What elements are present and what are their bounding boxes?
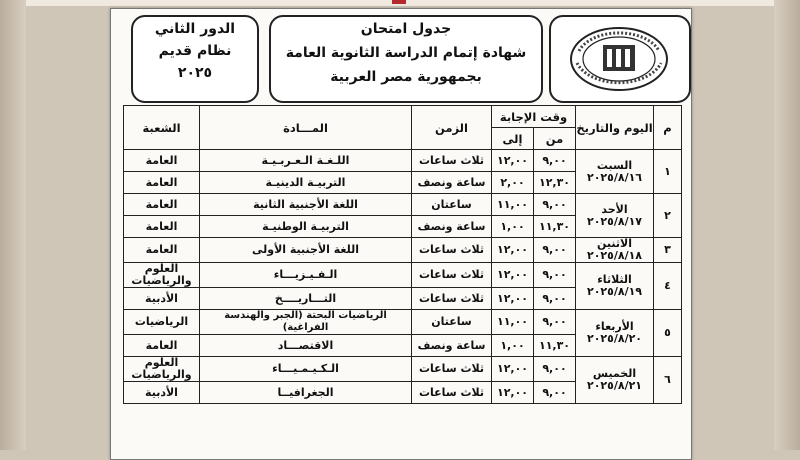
branch: الأدبية (124, 382, 200, 404)
subject: الـكـيـمـيـــاء (200, 357, 412, 382)
duration: ساعتان (412, 194, 492, 216)
day-name: الثلاثاء (597, 273, 632, 286)
ministry-logo-icon (565, 23, 673, 93)
time-from: ٩,٠٠ (534, 263, 576, 288)
subject: الجغرافيــا (200, 382, 412, 404)
top-strip (0, 0, 800, 6)
exam-schedule-document (110, 8, 692, 460)
time-from: ٩,٠٠ (534, 357, 576, 382)
day-date-cell (576, 150, 654, 194)
left-frame (0, 0, 26, 450)
day-name: الخميس (592, 367, 637, 380)
time-to: ١١,٠٠ (492, 310, 534, 335)
day-name: السبت (596, 158, 633, 172)
round-box (131, 15, 259, 103)
subject: اللـغـة الـعـربـيـة (200, 150, 412, 172)
day-num: ١ (654, 150, 682, 194)
table-row (124, 194, 682, 216)
header-subject: المـــادة (200, 106, 412, 150)
day-date-cell (576, 357, 654, 404)
branch: العلوم والرياضيات (124, 357, 200, 382)
time-to: ١٢,٠٠ (492, 150, 534, 172)
round-line-2: نظام قديم (158, 43, 232, 59)
time-from: ٩,٠٠ (534, 382, 576, 404)
time-to: ١٢,٠٠ (492, 382, 534, 404)
date: ٢٠٢٥/٨/١٦ (586, 170, 643, 184)
header-day-date: اليوم والتاريخ (576, 106, 654, 150)
day-date-cell (576, 238, 654, 263)
title-box (269, 15, 543, 103)
ministry-logo-box (549, 15, 691, 103)
duration: ثلاث ساعات (412, 382, 492, 404)
date: ٢٠٢٥/٨/١٨ (586, 249, 643, 262)
round-year: ٢٠٢٥ (177, 65, 213, 81)
duration: ساعة ونصف (412, 335, 492, 357)
table-row (124, 238, 682, 263)
day-name: الأربعاء (595, 320, 634, 333)
time-from: ١١,٣٠ (534, 216, 576, 238)
header-to: إلى (492, 128, 534, 150)
duration: ساعة ونصف (412, 172, 492, 194)
day-date-cell (576, 310, 654, 357)
branch: العامة (124, 238, 200, 263)
duration: ساعة ونصف (412, 216, 492, 238)
subject: التـــاريــــخ (200, 288, 412, 310)
header-branch: الشعبة (124, 106, 200, 150)
day-num: ٤ (654, 263, 682, 310)
day-num: ٣ (654, 238, 682, 263)
header-answer-time: وقت الإجابة (492, 106, 576, 128)
round-line-1: الدور الثاني (154, 21, 236, 37)
right-frame (774, 0, 800, 450)
time-to: ١٢,٠٠ (492, 357, 534, 382)
branch: العامة (124, 335, 200, 357)
day-date-cell (576, 194, 654, 238)
header-from: من (534, 128, 576, 150)
time-to: ١١,٠٠ (492, 194, 534, 216)
date: ٢٠٢٥/٨/٢٠ (586, 332, 643, 345)
day-date-cell (576, 263, 654, 310)
time-to: ١٢,٠٠ (492, 263, 534, 288)
day-name: الأحد (601, 202, 628, 216)
time-from: ٩,٠٠ (534, 150, 576, 172)
title-line-1: جدول امتحان (360, 21, 452, 37)
date: ٢٠٢٥/٨/٢١ (586, 379, 643, 392)
branch: العامة (124, 194, 200, 216)
time-to: ١٢,٠٠ (492, 238, 534, 263)
table-row (124, 357, 682, 382)
time-to: ١,٠٠ (492, 216, 534, 238)
subject: الـفـيـزيـــاء (200, 263, 412, 288)
day-num: ٦ (654, 357, 682, 404)
day-num: ٢ (654, 194, 682, 238)
subject: اللغة الأجنبية الثانية (200, 194, 412, 216)
day-num: ٥ (654, 310, 682, 357)
red-marker (392, 0, 406, 4)
branch: العلوم والرياضيات (124, 263, 200, 288)
branch: الأدبية (124, 288, 200, 310)
day-name: الاثنين (597, 237, 632, 250)
time-from: ٩,٠٠ (534, 194, 576, 216)
time-from: ٩,٠٠ (534, 310, 576, 335)
duration: ثلاث ساعات (412, 263, 492, 288)
header-num: م (654, 106, 682, 150)
schedule-table (123, 105, 682, 404)
time-from: ١٢,٣٠ (534, 172, 576, 194)
duration: ساعتان (412, 310, 492, 335)
duration: ثلاث ساعات (412, 288, 492, 310)
duration: ثلاث ساعات (412, 357, 492, 382)
subject: التربيـة الدينيـة (200, 172, 412, 194)
table-row (124, 263, 682, 288)
subject: التربيـة الوطنيـة (200, 216, 412, 238)
title-line-2: شهادة إتمام الدراسة الثانوية العامة (285, 45, 527, 61)
header-duration: الزمن (412, 106, 492, 150)
branch: العامة (124, 172, 200, 194)
time-from: ٩,٠٠ (534, 288, 576, 310)
duration: ثلاث ساعات (412, 238, 492, 263)
duration: ثلاث ساعات (412, 150, 492, 172)
time-from: ٩,٠٠ (534, 238, 576, 263)
branch: الرياضيات (124, 310, 200, 335)
table-row (124, 150, 682, 172)
date: ٢٠٢٥/٨/١٩ (586, 285, 643, 298)
time-from: ١١,٣٠ (534, 335, 576, 357)
title-line-3: بجمهورية مصر العربية (330, 69, 482, 85)
time-to: ٢,٠٠ (492, 172, 534, 194)
time-to: ١,٠٠ (492, 335, 534, 357)
branch: العامة (124, 150, 200, 172)
subject: اللغة الأجنبية الأولى (200, 238, 412, 263)
subject: الاقتصـــاد (200, 335, 412, 357)
date: ٢٠٢٥/٨/١٧ (586, 214, 643, 228)
branch: العامة (124, 216, 200, 238)
time-to: ١٢,٠٠ (492, 288, 534, 310)
subject: الرياضيات البحتة (الجبر والهندسة الفراغية) (200, 310, 412, 335)
table-row (124, 310, 682, 335)
